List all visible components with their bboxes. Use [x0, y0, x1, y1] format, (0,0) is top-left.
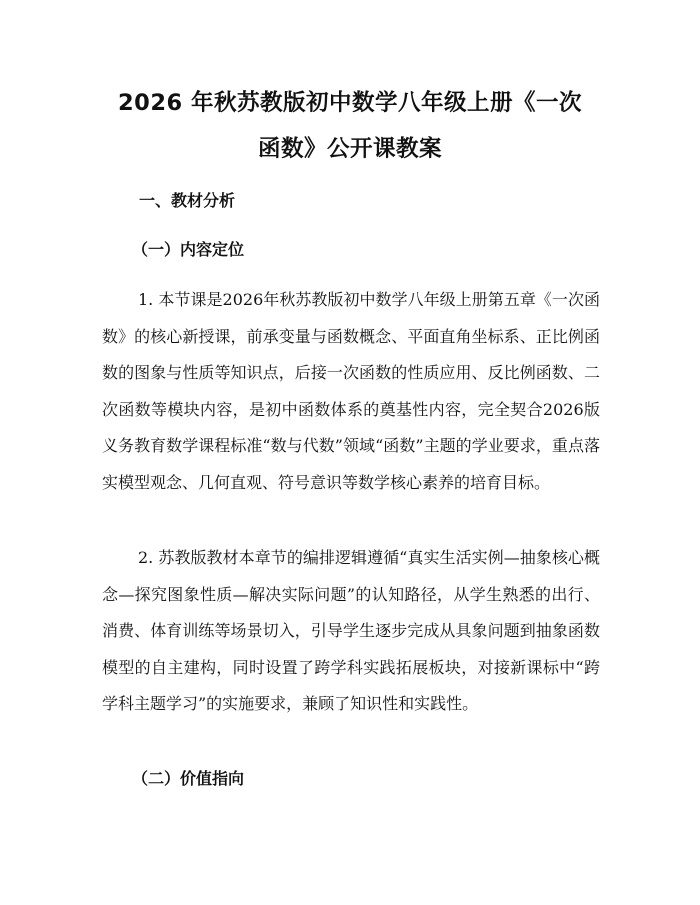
section-heading-textbook-analysis: 一、教材分析	[139, 191, 236, 210]
document-title-line-1: 2026 年秋苏教版初中数学八年级上册《一次	[118, 90, 582, 116]
subsection-heading-value-orientation: （二）价值指向	[132, 769, 245, 788]
subsection-heading-content-positioning: （一）内容定位	[132, 240, 245, 259]
document-title-line-2: 函数》公开课教案	[257, 136, 442, 162]
paragraph-content-positioning-1: 1. 本节课是2026年秋苏教版初中数学八年级上册第五章《一次函数》的核心新授课，前承变量与函数概念、平面直角坐标系、正比例函数的图象与性质等知识点，后接一次函数的性质应用、反比例函数、二次函数等模块内容，是初中函数体系的奠基性内容，完全契合2026版义务教育数学课程标准“数与代数”领域“函数”主题的学业要求，重点落实模型观念、几何直观、符号意识等数学核心素养的培育目标。	[102, 290, 600, 492]
paragraph-content-positioning-2: 2. 苏教版教材本章节的编排逻辑遵循“真实生活实例—抽象核心概念—探究图象性质—解决实际问题”的认知路径，从学生熟悉的出行、消费、体育训练等场景切入，引导学生逐步完成从具象问题到抽象函数模型的自主建构，同时设置了跨学科实践拓展板块，对接新课标中“跨学科主题学习”的实施要求，兼顾了知识性和实践性。	[102, 548, 600, 714]
